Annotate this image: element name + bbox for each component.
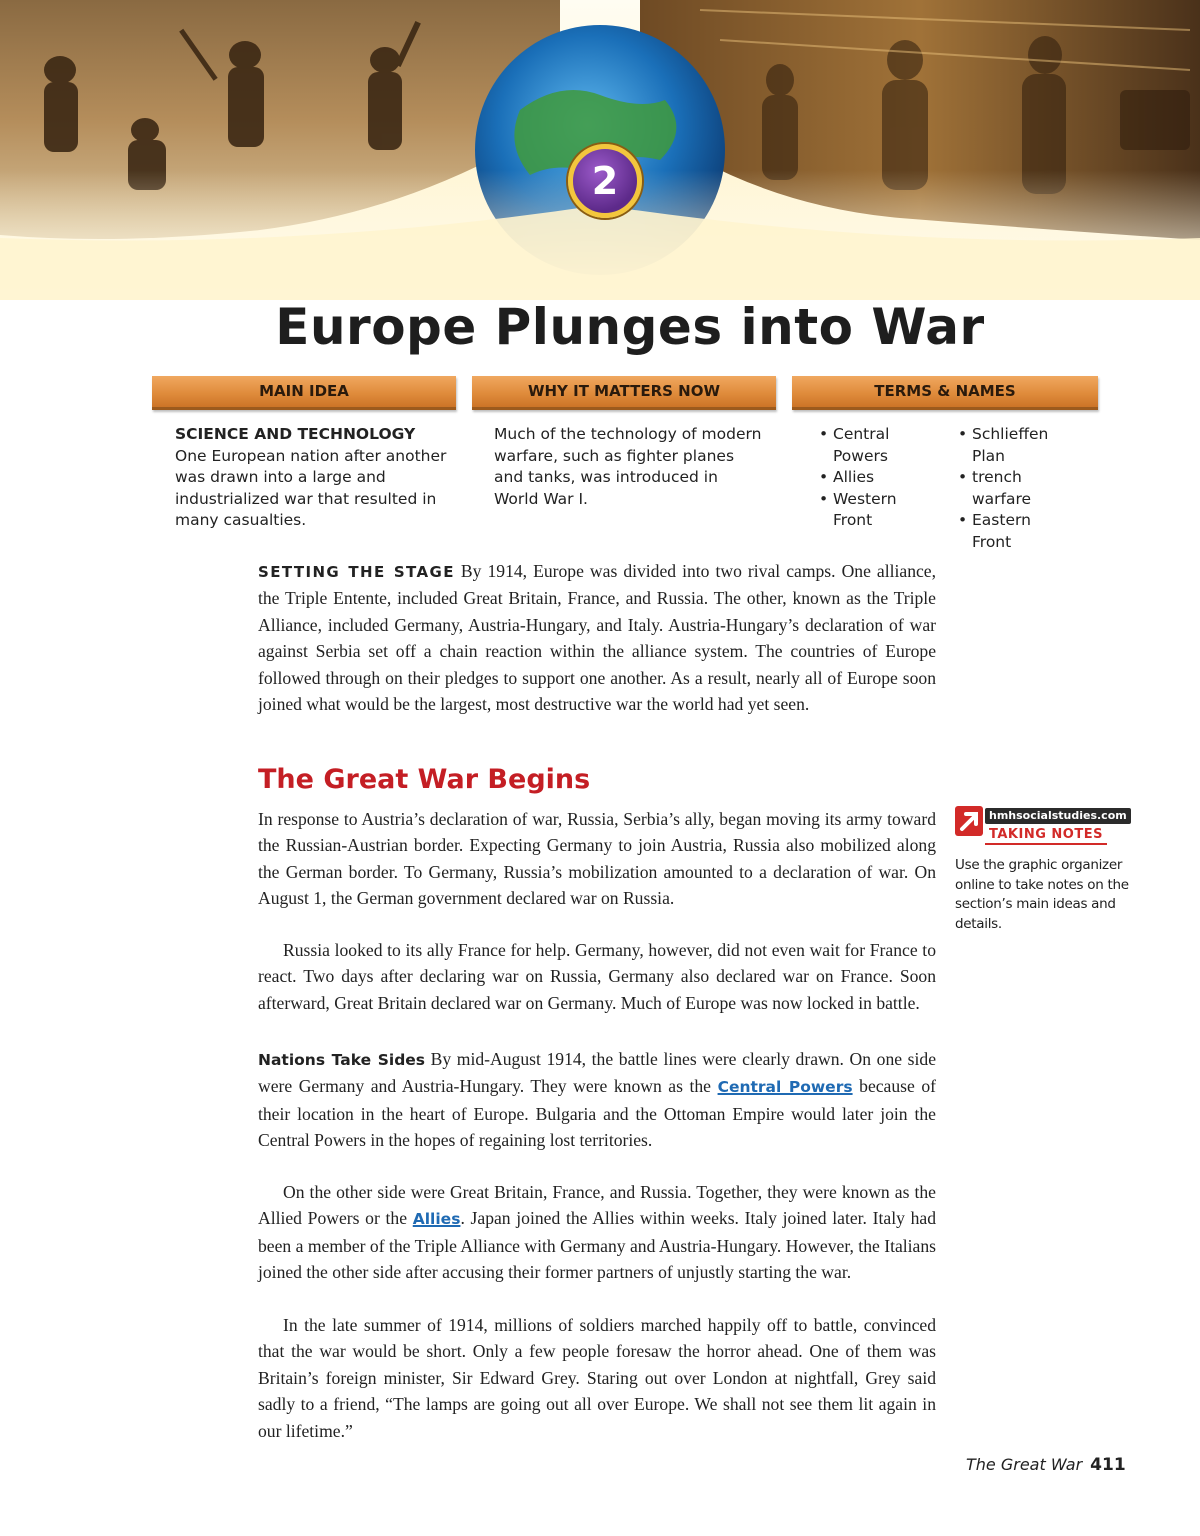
terms-list-column-2 — [955, 424, 1065, 553]
setting-the-stage-paragraph — [258, 558, 936, 717]
nations-take-sides-subhead: Nations Take Sides — [258, 1051, 426, 1069]
term-item: • Western Front — [816, 489, 926, 532]
paragraph-text: because of their location in the heart of Europe. Bulgaria and the Ottoman Empire would later join the Central Powers in the hopes of regaining lost territories. — [258, 1076, 937, 1151]
section-heading: The Great War Begins — [258, 764, 591, 795]
page-number: 411 — [1090, 1455, 1126, 1475]
body-paragraph-5: In the late summer of 1914, millions of soldiers marched happily off to battle, convinced that the war would be short. Only a few people foresaw the horror ahead. One of them was Britain’s foreign minister, Sir Edward Grey. Staring out over London at nightfall, Grey said sadly to a friend, “The lamps are going out all over Europe. We shall not see them lit again in our lifetime.” — [258, 1315, 936, 1441]
term-item: • Schlieffen Plan — [955, 424, 1065, 467]
external-link-icon — [955, 806, 983, 836]
why-it-matters-text: Much of the technology of modern warfare, such as fighter planes and tanks, was introduced in World War I. — [494, 425, 762, 508]
setting-the-stage-lead: SETTING THE STAGE — [258, 563, 455, 581]
main-idea-category: SCIENCE AND TECHNOLOGY — [175, 425, 416, 443]
term-item: • Central Powers — [816, 424, 926, 467]
taking-notes-text: Use the graphic organizer online to take notes on the section’s main ideas and details. — [955, 857, 1129, 932]
taking-notes-logo[interactable] — [955, 806, 1135, 850]
terms-names-header: TERMS & NAMES — [792, 376, 1098, 410]
central-powers-term-link[interactable]: Central Powers — [717, 1078, 853, 1097]
term-item: • Eastern Front — [955, 510, 1065, 553]
taking-notes-label: TAKING NOTES — [985, 827, 1107, 845]
footer-book-title: The Great War — [966, 1455, 1083, 1474]
nations-take-sides-paragraph — [258, 1046, 936, 1154]
chapter-banner — [0, 0, 1200, 300]
main-idea-box — [175, 424, 450, 532]
body-paragraph-1: In response to Austria’s declaration of war, Russia, Serbia’s ally, began moving its army toward the Russian-Austrian border. Expecting Germany to join Austria, Russia also mobilized along the German border. To Germany, Russia’s mobilization amounted to a declaration of war. On August 1, the German government declared war on Russia. — [258, 809, 936, 909]
terms-list-column-1 — [816, 424, 926, 532]
body-paragraph-4 — [258, 1179, 936, 1286]
website-url[interactable]: hmhsocialstudies.com — [985, 808, 1131, 824]
section-number-badge: 2 — [568, 144, 642, 218]
main-idea-header: MAIN IDEA — [152, 376, 456, 410]
paragraph-text: By mid-August 1914, the battle lines were clearly drawn. On one side were Germany and Austria-Hungary. They were known as the — [258, 1049, 937, 1097]
body-paragraph-2: Russia looked to its ally France for help. Germany, however, did not even wait for France to react. Two days after declaring war on Russia, Germany also declared war on France. Soon afterward, Great Britain declared war on Germany. Much of Europe was now locked in battle. — [258, 940, 936, 1013]
why-it-matters-header: WHY IT MATTERS NOW — [472, 376, 776, 410]
paragraph-text: On the other side were Great Britain, France, and Russia. Together, they were known as the Allied Powers or the — [258, 1182, 936, 1229]
term-item: • Allies — [816, 467, 926, 489]
setting-the-stage-text: By 1914, Europe was divided into two rival camps. One alliance, the Triple Entente, included Great Britain, France, and Russia. The other, known as the Triple Alliance, included Germany, Austria-Hungary, and Italy. Austria-Hungary’s declaration of war against Serbia set off a chain reaction within the alliance system. The countries of Europe followed through on their pledges to support one another. As a result, nearly all of Europe soon joined what would be the largest, most destructive war the world had yet seen. — [258, 561, 937, 715]
paragraph-text: . Japan joined the Allies within weeks. Italy joined later. Italy had been a member of the Triple Alliance with Germany and Austria-Hungary. However, the Italians joined the other side after accusing their former partners of unjustly starting the war. — [258, 1208, 937, 1283]
main-idea-text: One European nation after another was drawn into a large and industrialized war that resulted in many casualties. — [175, 446, 447, 529]
allies-term-link[interactable]: Allies — [412, 1210, 461, 1229]
page-footer — [966, 1455, 1136, 1475]
page-title: Europe Plunges into War — [275, 298, 985, 356]
taking-notes-sidebar[interactable] — [955, 806, 1135, 934]
term-item: • trench warfare — [955, 467, 1065, 510]
